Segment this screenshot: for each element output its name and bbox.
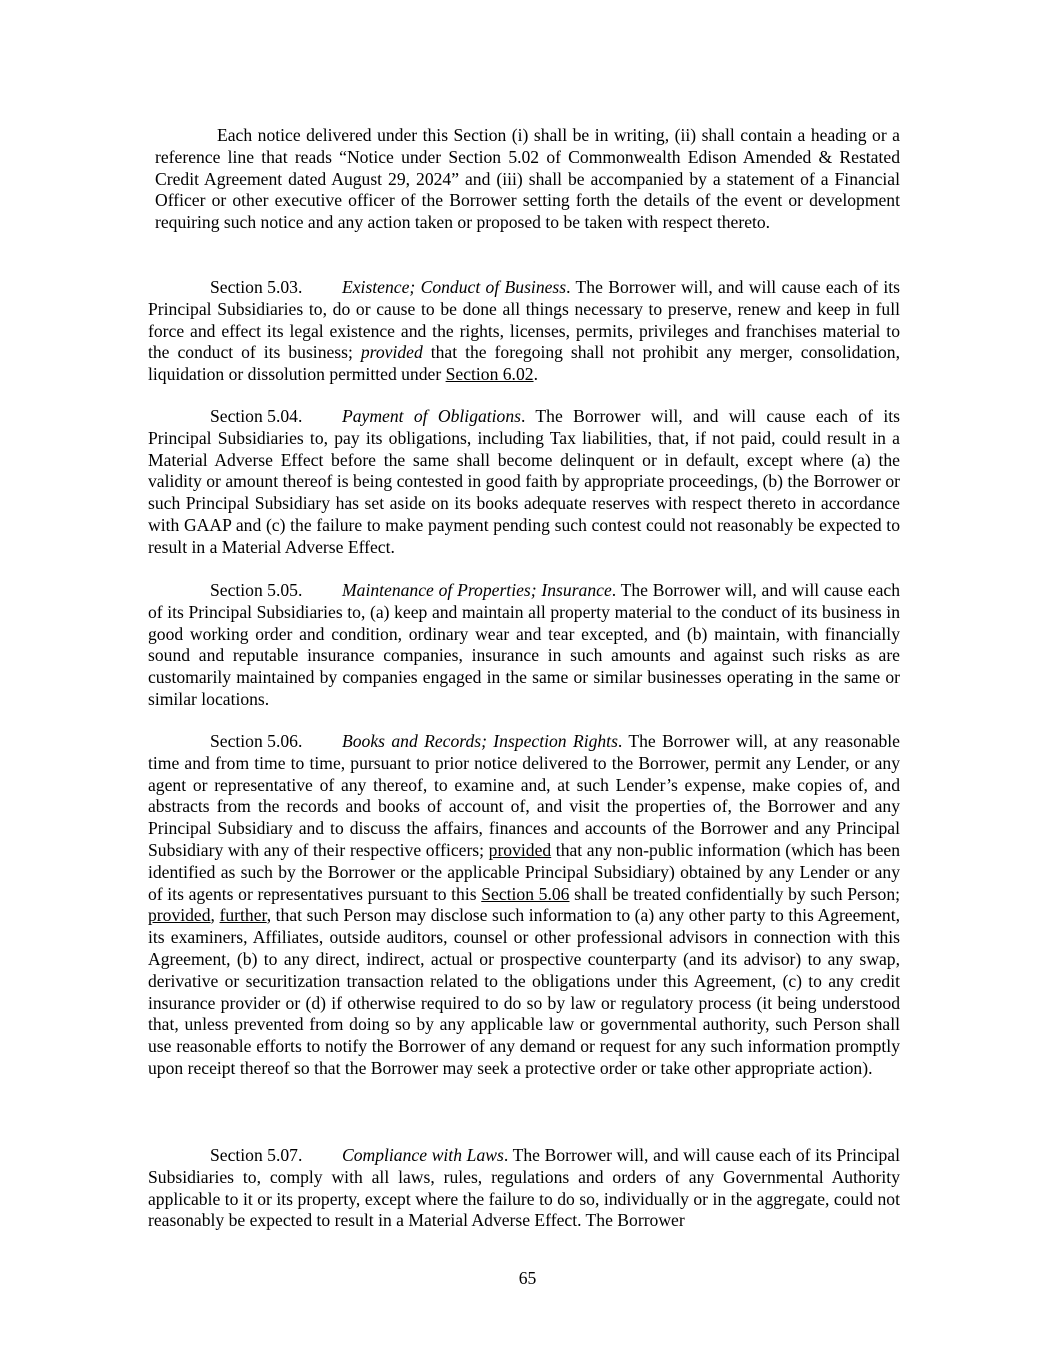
section-5-06-paragraph xyxy=(148,731,900,1080)
section-number: Section 5.06. xyxy=(210,731,303,751)
further-term: further xyxy=(219,905,267,926)
section-number: Section 5.07. xyxy=(210,1145,303,1165)
separator: , xyxy=(210,905,220,926)
section-5-07-paragraph xyxy=(148,1145,900,1232)
section-heading: Books and Records; Inspection Rights xyxy=(342,731,618,751)
section-body: . The Borrower will, and will cause each of its Principal Subsidiaries to, comply with all laws, rules, regulations and orders of any Governmental Authority applicable to it or its property, except where the failure to do so, individually or in the aggregate, could not reasonably be expected to result in a Material Adverse Effect. The Borrower xyxy=(148,1145,900,1231)
provided-term: provided xyxy=(148,905,211,926)
section-5-05-paragraph xyxy=(148,580,900,711)
section-body: , that such Person may disclose such information to (a) any other party to this Agreement, its examiners, Affiliates, outside auditors, counsel or other professional advisors in connection with this Agreement, (b) to any direct, indirect, actual or prospective counterparty (and its advisor) to any swap, derivative or securitization transaction related to the obligations under this Agreement, (c) to any credit insurance provider or (d) if otherwise required to do so by law or regulatory process (it being understood that, unless prevented from doing so by any applicable law or governmental authority, such Person shall use reasonable efforts to notify the Borrower of any demand or request for any such information promptly upon receipt thereof so that the Borrower may seek a protective order or take other appropriate action). xyxy=(148,905,900,1078)
section-heading: Maintenance of Properties; Insurance xyxy=(342,580,612,600)
section-body: . The Borrower will, and will cause each of its Principal Subsidiaries to, pay its obligations, including Tax liabilities, that, if not paid, could result in a Material Adverse Effect before the same shall become delinquent or in default, except where (a) the validity or amount thereof is being contested in good faith by appropriate proceedings, (b) the Borrower or such Principal Subsidiary has set aside on its books adequate reserves with respect thereto in accordance with GAAP and (c) the failure to make payment pending such contest could not reasonably be expected to result in a Material Adverse Effect. xyxy=(148,406,900,557)
section-body: that the foregoing shall not prohibit any merger, consolidation, liquidation or dissolution permitted under xyxy=(148,342,900,385)
section-heading: Compliance with Laws xyxy=(342,1145,504,1165)
section-number: Section 5.03. xyxy=(210,277,303,297)
section-number: Section 5.05. xyxy=(210,580,303,600)
section-heading: Payment of Obligations xyxy=(342,406,521,426)
section-body: shall be treated confidentially by such Person; xyxy=(569,883,901,904)
page-number: 65 xyxy=(518,1268,537,1288)
section-body: that any non-public information (which has been identified as such by the Borrower or the applicable Principal Subsidiary) obtained by any Lender or any of its agents or representatives pursuant to this xyxy=(148,839,900,904)
section-5-03-paragraph xyxy=(148,277,900,386)
notice-text: Each notice delivered under this Section (i) shall be in writing, (ii) shall contain a heading or a reference line that reads “Notice under Section 5.02 of Commonwealth Edison Amended & Restated Credit Agreement dated August 29, 2024” and (iii) shall be accompanied by a statement of a Financial Officer or other executive officer of the Borrower setting forth the details of the event or development requiring such notice and any action taken or proposed to be taken with respect thereto. xyxy=(155,125,900,233)
section-number: Section 5.04. xyxy=(210,406,303,426)
section-body: . The Borrower will, and will cause each of its Principal Subsidiaries to, do or cause to be done all things necessary to preserve, renew and keep in full force and effect its legal existence and the rights, licenses, permits, privileges and franchises material to the conduct of its business; xyxy=(148,277,900,363)
provided-term: provided xyxy=(360,342,423,363)
section-5-04-paragraph xyxy=(148,406,900,559)
section-reference: Section 5.06 xyxy=(481,883,570,904)
notice-paragraph xyxy=(155,125,900,234)
section-body: . xyxy=(533,364,538,385)
section-body: . The Borrower will, and will cause each of its Principal Subsidiaries to, (a) keep and maintain all property material to the conduct of its business in good working order and condition, ordinary wear and tear excepted, and (b) maintain, with financially sound and reputable insurance companies, insurance in such amounts and against such risks as are customarily maintained by companies engaged in the same or similar businesses operating in the same or similar locations. xyxy=(148,580,900,709)
section-body: . The Borrower will, at any reasonable time and from time to time, pursuant to prior notice delivered to the Borrower, permit any Lender, or any agent or representative of any thereof, to examine and, at such Lender’s expense, make copies of, and abstracts from the records and books of account of, and visit the properties of, the Borrower and any Principal Subsidiary and to discuss the affairs, finances and accounts of the Borrower and any Principal Subsidiary with any of their respective officers; xyxy=(148,731,900,860)
section-heading: Existence; Conduct of Business xyxy=(342,277,567,297)
provided-term: provided xyxy=(488,839,552,860)
section-reference: Section 6.02 xyxy=(445,364,534,385)
